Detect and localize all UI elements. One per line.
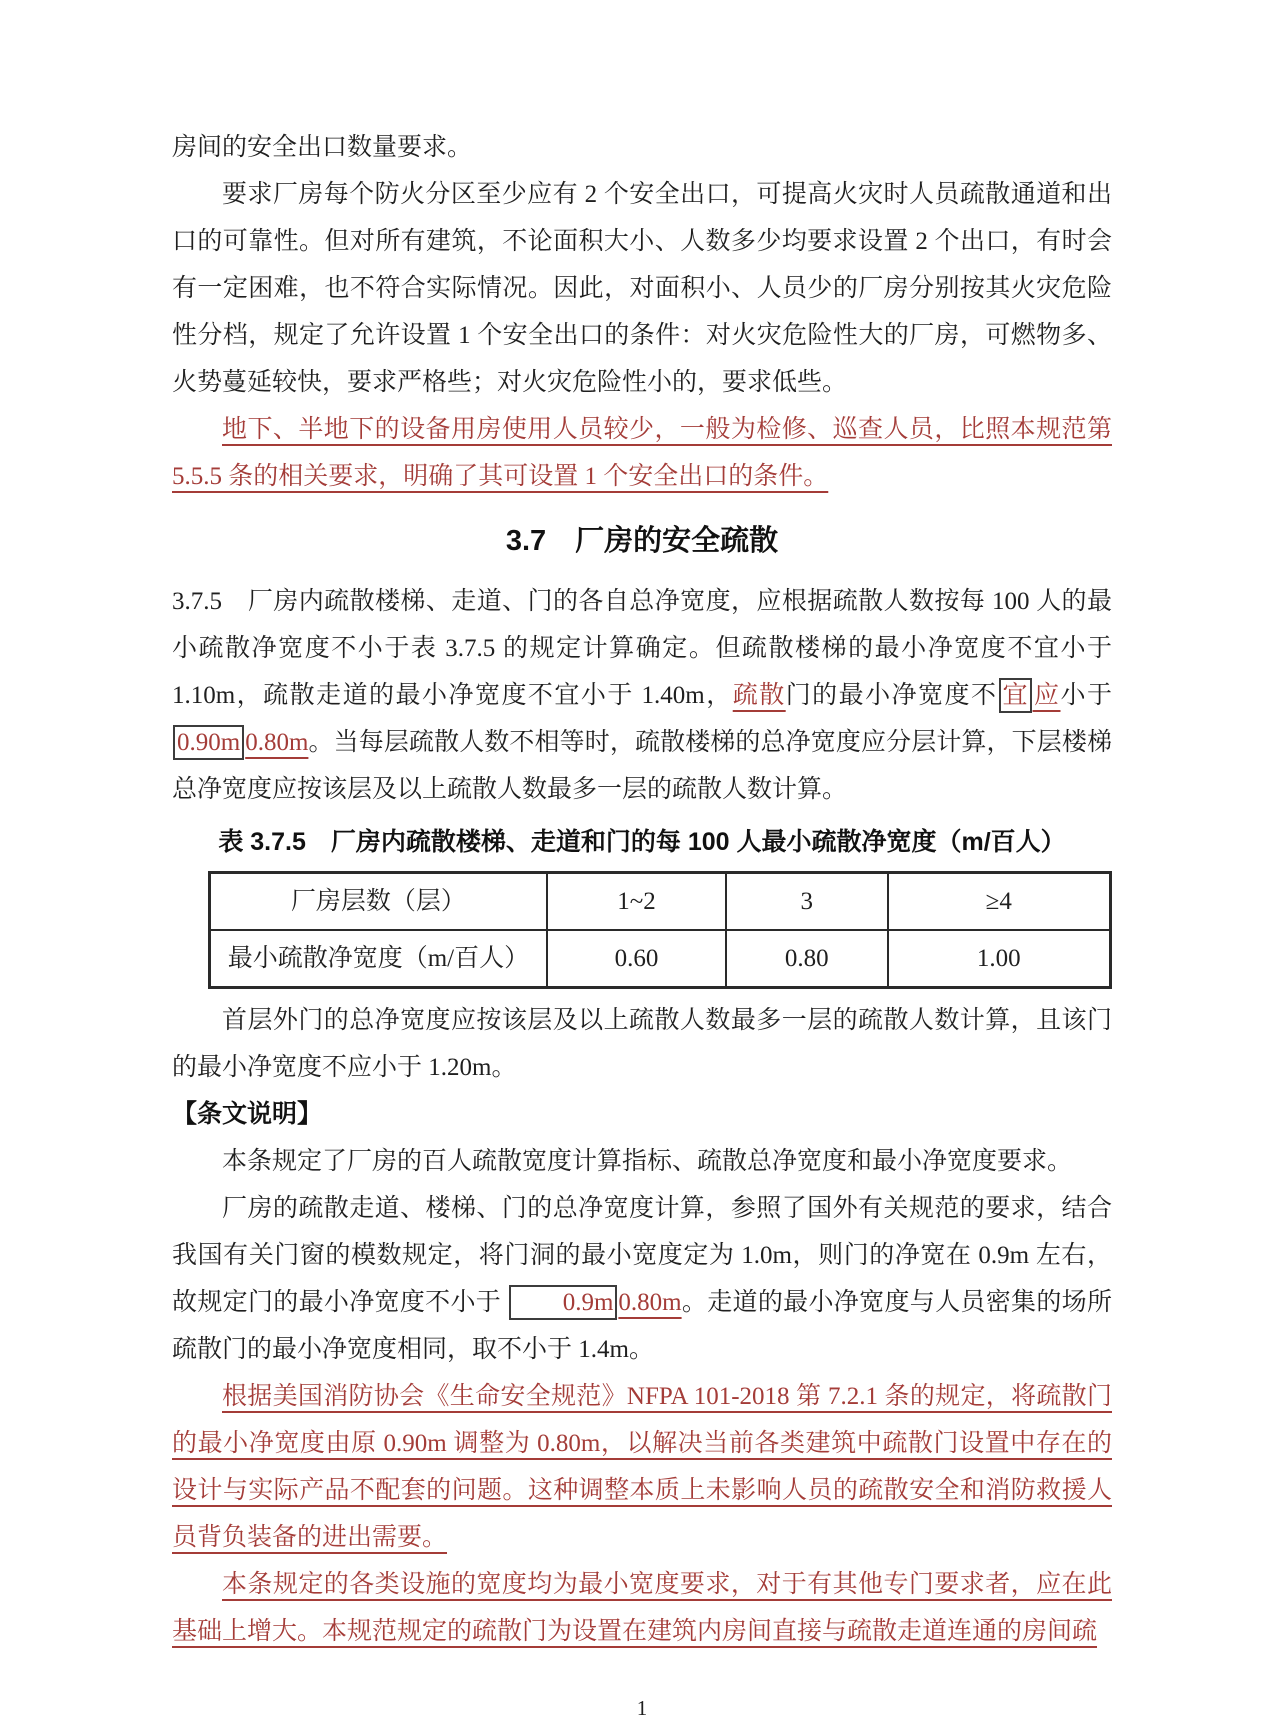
page-number: 1	[636, 1696, 648, 1717]
clause-text: 门的最小净宽度不	[785, 682, 998, 709]
table-cell: 3	[726, 873, 887, 931]
commentary-text: 。走道的最小净宽度与人员密集的场所疏散门的最小净宽度相同，取不小于 1.4m。	[172, 1289, 1112, 1363]
table-cell: 1~2	[547, 873, 726, 931]
table-row	[210, 930, 1111, 988]
revision-delete-boxed-text: 宜	[999, 678, 1032, 713]
paragraph-continuation: 房间的安全出口数量要求。	[172, 134, 473, 161]
clause-text: 。当每层疏散人数不相等时，疏散楼梯的总净宽度应分层计算，下层楼梯总净宽度应按该层及以上疏散人数最多一层的疏散人数计算。	[172, 729, 1112, 803]
section-heading: 3.7 厂房的安全疏散	[505, 525, 779, 557]
revision-insert-text: 应	[1032, 682, 1061, 709]
table-cell: 0.60	[547, 930, 726, 988]
revision-insert-text: 0.80m	[245, 729, 309, 756]
revision-insert-text: 0.80m	[618, 1289, 682, 1316]
commentary-label: 【条文说明】	[172, 1100, 323, 1128]
revision-insert-text: 本条规定的各类设施的宽度均为最小宽度要求，对于有其他专门要求者，应在此基础上增大。本规范规定的疏散门为设置在建筑内房间直接与疏散走道连通的房间疏	[172, 1571, 1112, 1645]
min-evacuation-width-table	[208, 871, 1112, 989]
clause-text: 小于	[1060, 682, 1112, 709]
table-row	[210, 873, 1111, 931]
revision-insert-text: 疏散	[732, 682, 786, 709]
paragraph-width-calculation	[172, 1185, 1112, 1373]
table-cell: 厂房层数（层）	[210, 873, 547, 931]
paragraph-first-floor-doors: 首层外门的总净宽度应按该层及以上疏散人数最多一层的疏散人数计算，且该门的最小净宽度不应小于 1.20m。	[172, 1007, 1112, 1081]
revision-insert-text: 地下、半地下的设备用房使用人员较少，一般为检修、巡查人员，比照本规范第 5.5.5 条的相关要求，明确了其可设置 1 个安全出口的条件。	[172, 416, 1112, 490]
table-cell: ≥4	[888, 873, 1111, 931]
table-cell: 0.80	[726, 930, 887, 988]
paragraph-basement-revision	[172, 406, 1112, 500]
commentary-text: 厂房的疏散走道、楼梯、门的总净宽度计算，参照了国外有关规范的要求，结合我国有关门窗的模数规定，将门洞的最小宽度定为 1.0m，则门的净宽在 0.9m 左右，故规定门的最小净宽度不小于	[172, 1195, 1112, 1316]
revision-delete-boxed-text: 0.9m	[509, 1285, 618, 1320]
table-cell: 最小疏散净宽度（m/百人）	[210, 930, 547, 988]
clause-text: 3.7.5 厂房内疏散楼梯、走道、门的各自总净宽度，应根据疏散人数按每 100 人的最小疏散净宽度不小于表 3.7.5 的规定计算确定。但疏散楼梯的最小净宽度不宜小于 1.10m，疏散走道的最小净宽度不宜小于 1.40m，	[172, 588, 1112, 709]
clause-3-7-5-paragraph	[172, 578, 1112, 813]
table-cell: 1.00	[888, 930, 1111, 988]
revision-delete-boxed-text: 0.90m	[173, 725, 244, 760]
paragraph-nfpa-reference	[172, 1373, 1112, 1561]
paragraph-minimum-width-note	[172, 1561, 1112, 1655]
paragraph-exit-requirements: 要求厂房每个防火分区至少应有 2 个安全出口，可提高火灾时人员疏散通道和出口的可靠性。但对所有建筑，不论面积大小、人数多少均要求设置 2 个出口，有时会有一定困难，也不符合实际情况。因此，对面积小、人员少的厂房分别按其火灾危险性分档，规定了允许设置 1 个安全出口的条件：对火灾危险性大的厂房，可燃物多、火势蔓延较快，要求严格些；对火灾危险性小的，要求低些。	[172, 181, 1112, 396]
paragraph-commentary-summary: 本条规定了厂房的百人疏散宽度计算指标、疏散总净宽度和最小净宽度要求。	[222, 1148, 1073, 1175]
revision-insert-text: 根据美国消防协会《生命安全规范》NFPA 101-2018 第 7.2.1 条的规定，将疏散门的最小净宽度由原 0.90m 调整为 0.80m，以解决当前各类建筑中疏散门设置中存在的设计与实际产品不配套的问题。这种调整本质上未影响人员的疏散安全和消防救援人员背负装备的进出需要。	[172, 1383, 1112, 1551]
table-caption: 表 3.7.5 厂房内疏散楼梯、走道和门的每 100 人最小疏散净宽度（m/百人）	[218, 828, 1066, 856]
